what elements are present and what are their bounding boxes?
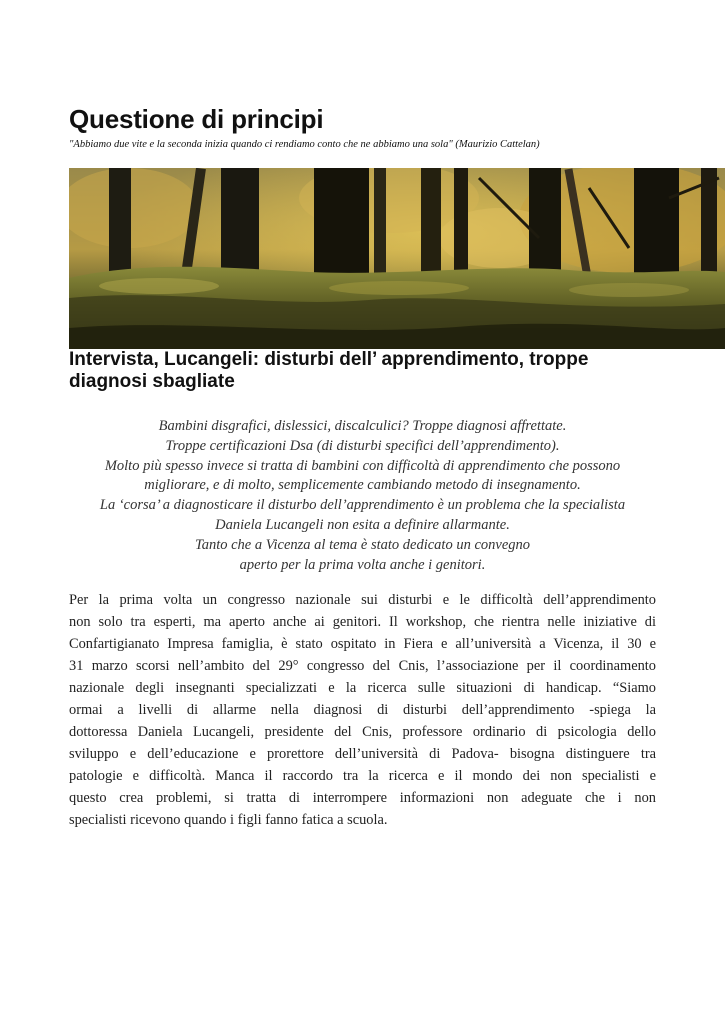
post-title <box>69 349 669 393</box>
intro-line: aperto per la prima volta anche i genitori. <box>239 556 486 573</box>
body-line: sviluppo e dell’educazione e prorettore dell’università di Padova- bisogna distinguere tra <box>69 746 656 762</box>
body-line: specialisti ricevono quando i figli fanno fatica a scuola. <box>69 812 388 828</box>
forest-banner-image <box>69 168 725 349</box>
body-line: questo crea problemi, si tratta di interrompere informazioni non adeguate che i non <box>69 790 656 806</box>
intro-line: Tanto che a Vicenza al tema è stato dedicato un convegno <box>194 536 531 553</box>
body-line: non solo tra esperti, ma aperto anche ai genitori. Il workshop, che rientra nelle iniziative di <box>69 614 656 630</box>
body-line: patologie e difficoltà. Manca il raccordo tra la ricerca e il mondo dei non specialisti e <box>69 768 656 784</box>
post-title-line: Intervista, Lucangeli: disturbi dell’ apprendimento, troppe <box>69 349 589 370</box>
body-line: dottoressa Daniela Lucangeli, presidente del Cnis, professore ordinario di psicologia dello <box>69 724 656 740</box>
blog-tagline: "Abbiamo due vite e la seconda inizia quando ci rendiamo conto che ne abbiamo una sola" (Maurizio Cattelan) <box>69 139 540 150</box>
intro-line: La ‘corsa’ a diagnosticare il disturbo dell’apprendimento è un problema che la specialista <box>99 497 626 514</box>
body-line: nazionale degli insegnanti specializzati e la ricerca sulle situazioni di handicap. “Siamo <box>69 680 656 696</box>
intro-line: Troppe certificazioni Dsa (di disturbi specifici dell’apprendimento). <box>165 437 560 454</box>
blog-title: Questione di principi <box>69 104 324 134</box>
post-title-line: diagnosi sbagliate <box>69 371 235 392</box>
body-line: 31 marzo scorsi nell’ambito del 29° congresso del Cnis, l’associazione per il coordinamento <box>69 658 656 674</box>
intro-line: Bambini disgrafici, dislessici, discalculici? Troppe diagnosi affrettate. <box>158 418 567 434</box>
intro-line: Daniela Lucangeli non esita a definire allarmante. <box>215 516 510 533</box>
post-body-paragraph <box>69 589 656 831</box>
forest-banner-illustration <box>69 168 725 349</box>
intro-line: Molto più spesso invece si tratta di bambini con difficoltà di apprendimento che possono <box>104 457 621 474</box>
body-line: Confartigianato Impresa famiglia, è stato ospitato in Fiera e all’università a Vicenza, il 30 e <box>69 636 656 652</box>
body-line: Per la prima volta un congresso nazionale sui disturbi e le difficoltà dell’apprendimento <box>69 592 656 608</box>
post-intro <box>60 417 665 575</box>
body-line: ormai a livelli di allarme nella diagnosi di disturbi dell’apprendimento -spiega la <box>69 702 656 718</box>
intro-line: migliorare, e di molto, semplicemente cambiando metodo di insegnamento. <box>144 477 581 494</box>
